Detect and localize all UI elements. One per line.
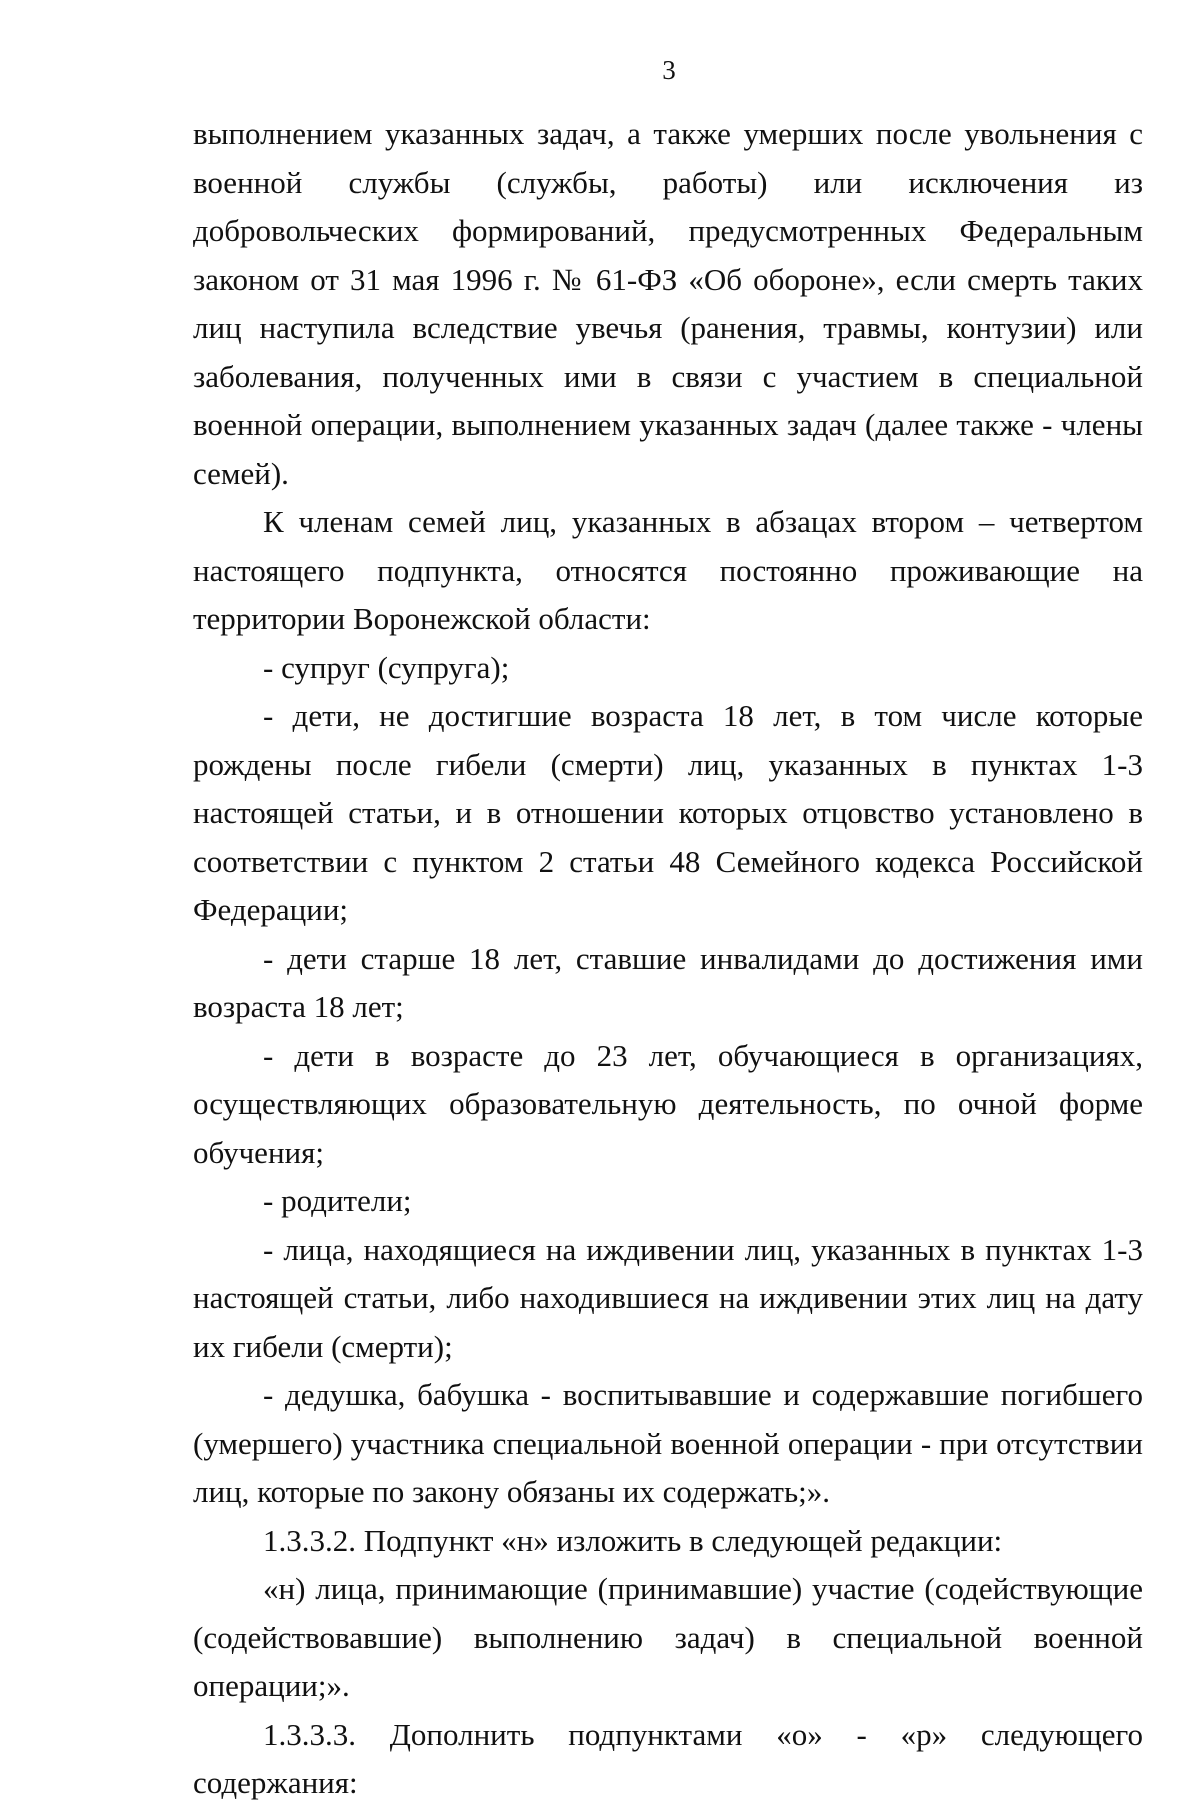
- list-item-spouse: - супруг (супруга);: [263, 649, 510, 685]
- paragraph-amendment-1-3-3-2: 1.3.3.2. Подпункт «н» изложить в следующей редакции:: [263, 1522, 1003, 1558]
- list-item-grandparents: - дедушка, бабушка - воспитывавшие и содержавшие погибшего (умершего) участника специальной военной операции - при отсутствии лиц, которые по закону обязаны их содержать;».: [193, 1377, 1143, 1509]
- page-number: 3: [662, 55, 676, 85]
- document-body: [193, 110, 1143, 1808]
- paragraph-subitem-n: «н) лица, принимающие (принимавшие) участие (содействующие (содействовавшие) выполнению задач) в специальной военной операции;».: [193, 1571, 1143, 1703]
- list-item-parents: - родители;: [263, 1183, 412, 1218]
- list-item-dependents: - лица, находящиеся на иждивении лиц, указанных в пунктах 1-3 настоящей статьи, либо находившиеся на иждивении этих лиц на дату их гибели (смерти);: [193, 1231, 1143, 1364]
- list-item-children-students: - дети в возрасте до 23 лет, обучающиеся в организациях, осуществляющих образовательную деятельность, по очной форме обучения;: [193, 1037, 1143, 1170]
- list-item-children-disabled: - дети старше 18 лет, ставшие инвалидами до достижения ими возраста 18 лет;: [193, 940, 1143, 1024]
- paragraph-continuation: выполнением указанных задач, а также умерших после увольнения с военной службы (службы, работы) или исключения из добровольческих формирований, предусмотренных Федеральным законом от 31 мая 1996 г. № 61-ФЗ «Об обороне», если смерть таких лиц наступила вследствие увечья (ранения, травмы, контузии) или заболевания, полученных ими в связи с участием в специальной военной операции, выполнением указанных задач (далее также - члены семей).: [193, 116, 1143, 491]
- paragraph-family-members-intro: К членам семей лиц, указанных в абзацах втором – четвертом настоящего подпункта, относятся постоянно проживающие на территории Воронежской области:: [193, 504, 1143, 636]
- paragraph-amendment-1-3-3-3: 1.3.3.3. Дополнить подпунктами «о» - «р» следующего содержания:: [193, 1716, 1143, 1800]
- list-item-children-under-18: - дети, не достигшие возраста 18 лет, в том числе которые рождены после гибели (смерти) лиц, указанных в пунктах 1-3 настоящей статьи, и в отношении которых отцовство установлено в соответствии с пунктом 2 статьи 48 Семейного кодекса Российской Федерации;: [193, 698, 1143, 927]
